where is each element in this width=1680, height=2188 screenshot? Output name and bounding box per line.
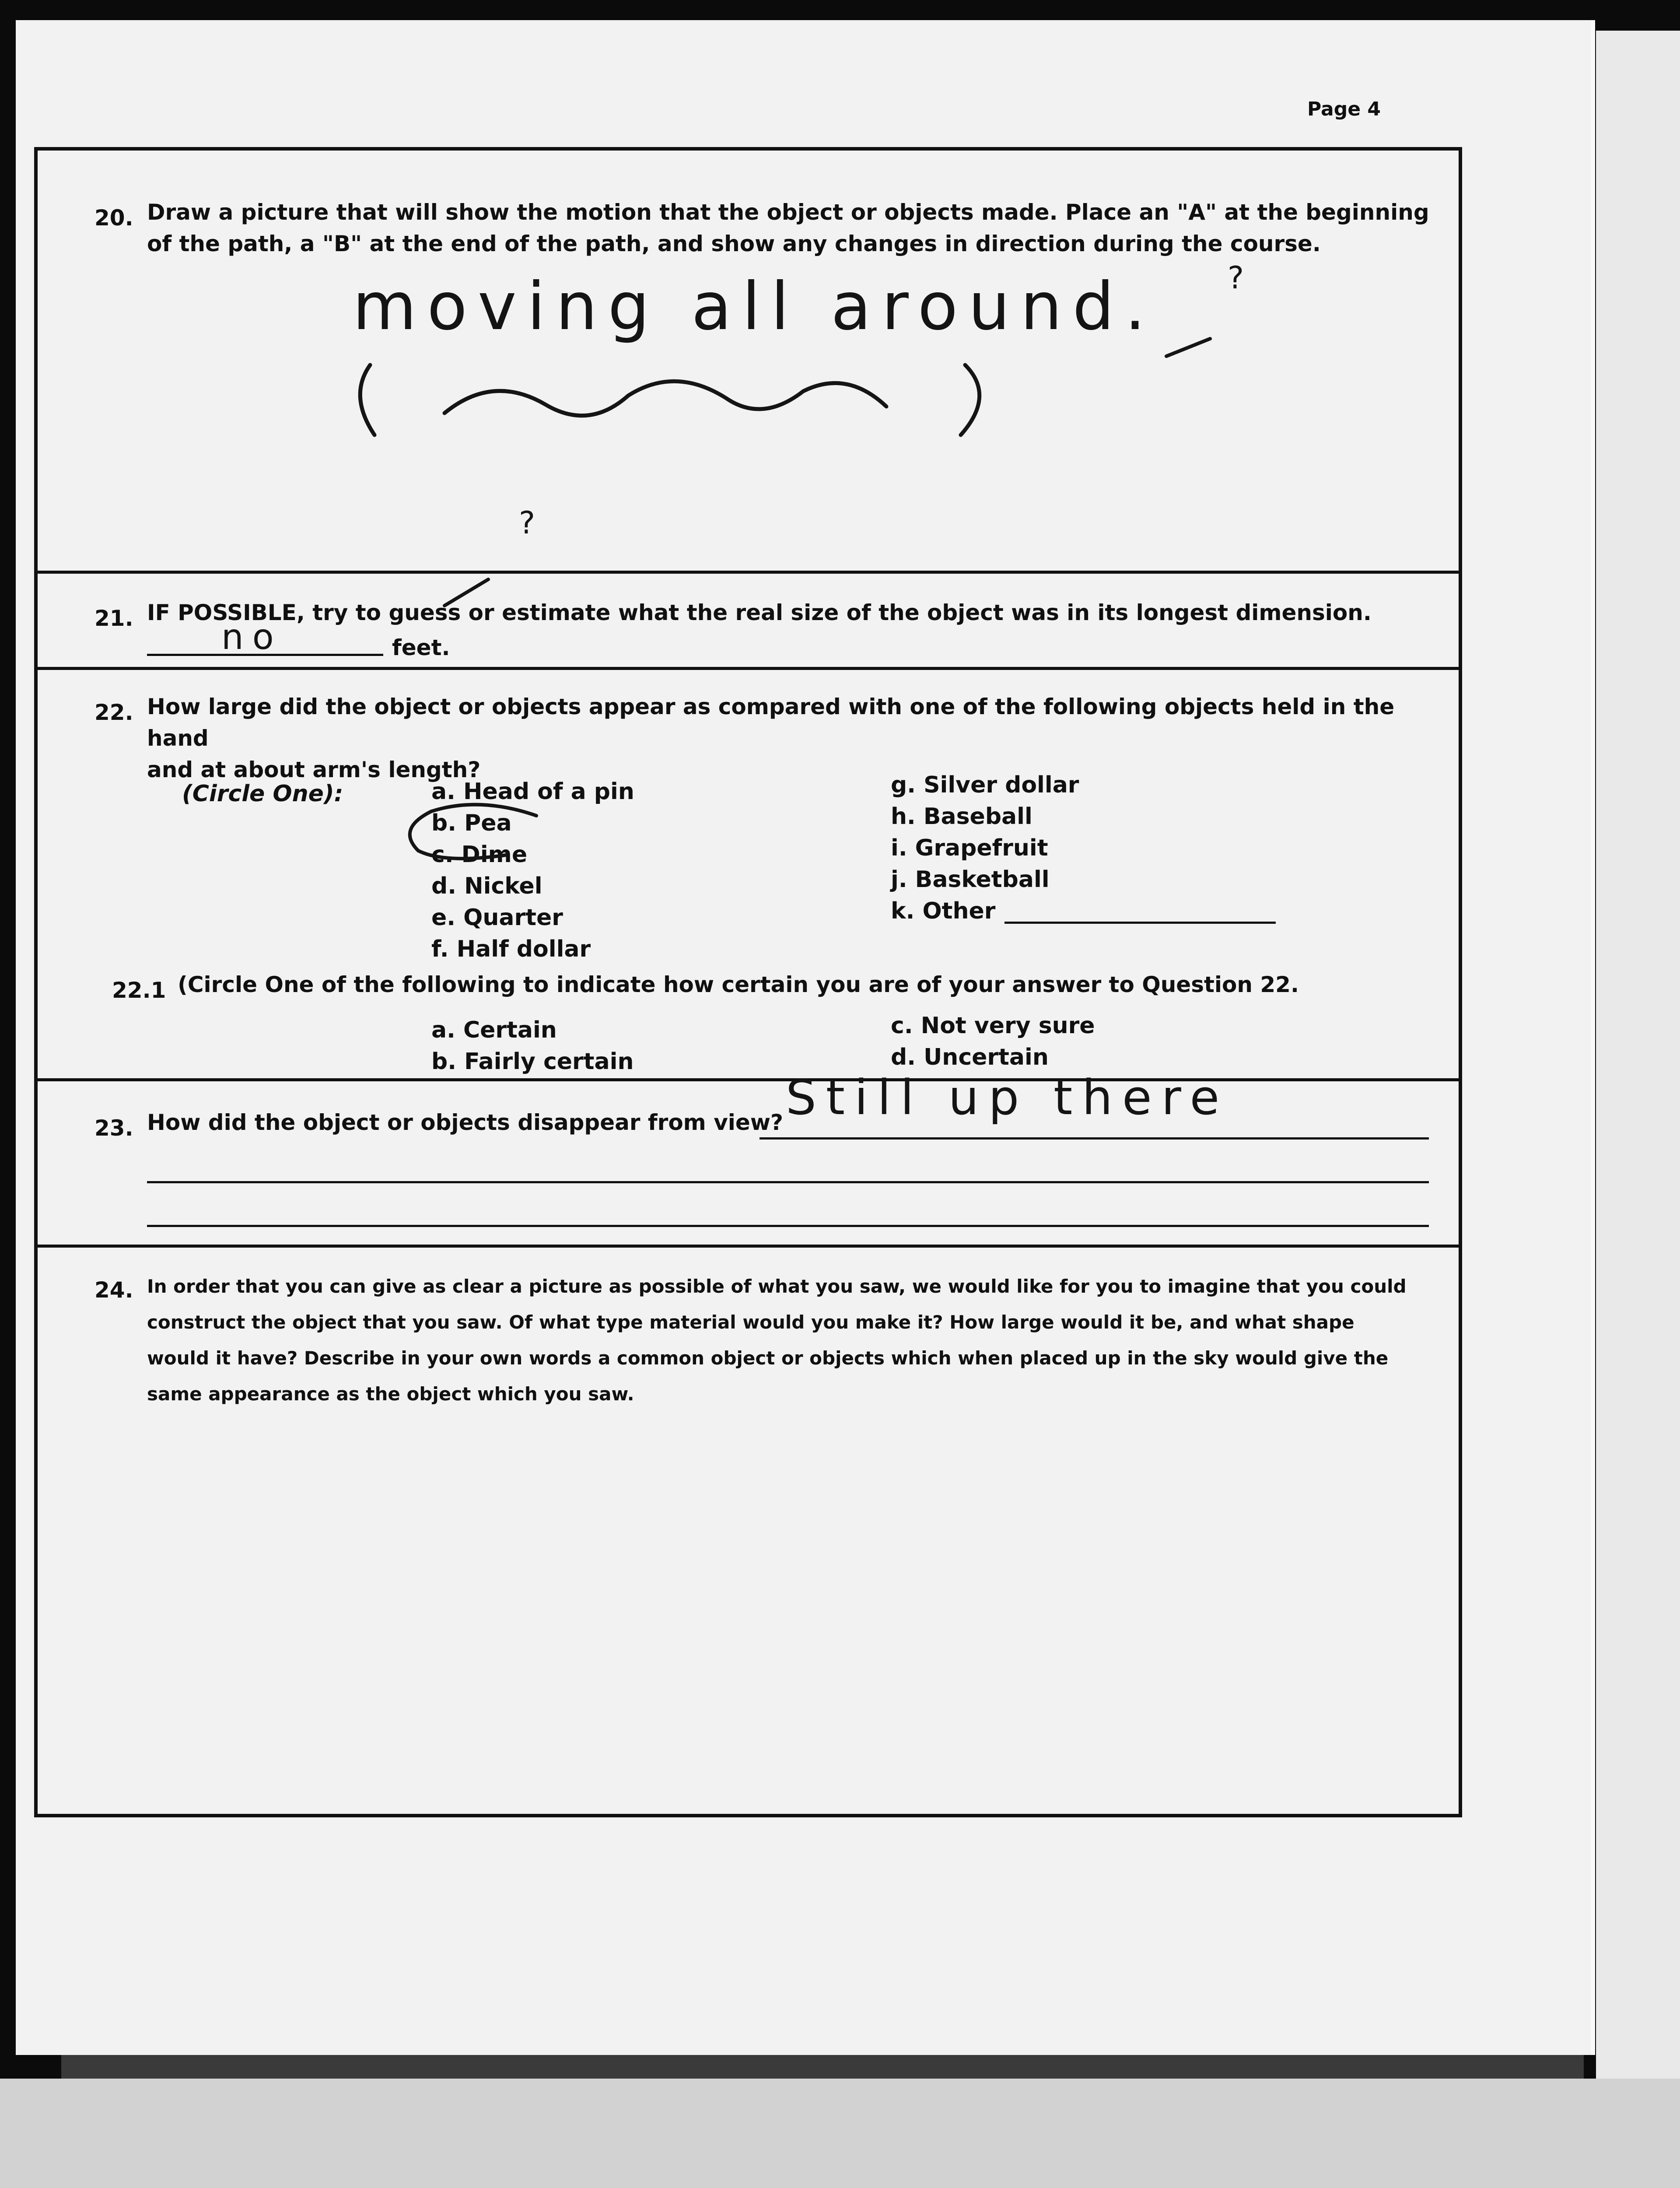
q22-option-b[interactable]: b. Pea xyxy=(431,810,512,836)
q22-text-line1: How large did the object or objects appear as compared with one of the following objects held in the hand xyxy=(147,694,1395,751)
q21-number: 21. xyxy=(94,606,133,631)
q23-answer-line-2[interactable] xyxy=(147,1181,1429,1183)
q20-motion-drawing xyxy=(344,347,1088,448)
q23-answer-line-3[interactable] xyxy=(147,1225,1429,1227)
q22-number: 22. xyxy=(94,700,133,725)
q24-answer-area[interactable] xyxy=(147,1428,1438,1800)
q22-1-option-a[interactable]: a. Certain xyxy=(431,1017,557,1043)
q22-option-f[interactable]: f. Half dollar xyxy=(431,936,591,962)
q22-other-line[interactable] xyxy=(1004,922,1276,924)
q22-1-number: 22.1 xyxy=(112,978,166,1003)
q22-option-k[interactable]: k. Other xyxy=(891,898,996,924)
q22-option-i[interactable]: i. Grapefruit xyxy=(891,835,1048,861)
q22-1-option-d[interactable]: d. Uncertain xyxy=(891,1044,1049,1070)
q22-circle-label: (Circle One): xyxy=(182,781,343,807)
page-number: Page 4 xyxy=(1307,98,1381,120)
page-backing xyxy=(0,2079,1680,2188)
q22-1-option-b[interactable]: b. Fairly certain xyxy=(431,1048,634,1075)
q23-handwritten-answer: Still up there xyxy=(786,1069,1229,1126)
form-frame xyxy=(34,147,1462,1817)
q24-text-line2: construct the object that you saw. Of what type material would you make it? How large would it be, and what shape xyxy=(147,1311,1354,1333)
divider-23-24 xyxy=(38,1245,1459,1248)
q20-number: 20. xyxy=(94,205,133,231)
q22-option-d[interactable]: d. Nickel xyxy=(431,873,542,899)
q23-text: How did the object or objects disappear from view? xyxy=(147,1110,784,1135)
q24-text xyxy=(147,1269,1451,1412)
q23-number: 23. xyxy=(94,1115,133,1141)
q22-option-a[interactable]: a. Head of a pin xyxy=(431,778,634,805)
q22-option-h[interactable]: h. Baseball xyxy=(891,803,1032,830)
q21-unit: feet. xyxy=(392,635,450,660)
q20-handwritten-answer: moving all around. xyxy=(353,269,1156,345)
q24-text-line3: would it have? Describe in your own words a common object or objects which when placed up in the sky would give the xyxy=(147,1347,1389,1369)
q22-text xyxy=(147,691,1438,785)
q20-scribble-mark xyxy=(1149,269,1271,369)
q24-text-line4: same appearance as the object which you saw. xyxy=(147,1383,634,1405)
q22-option-e[interactable]: e. Quarter xyxy=(431,905,563,931)
q23-answer-line-1[interactable] xyxy=(760,1137,1429,1140)
q22-option-g[interactable]: g. Silver dollar xyxy=(891,772,1079,798)
q21-text: IF POSSIBLE, try to guess or estimate what the real size of the object was in its longest dimension. xyxy=(147,600,1372,625)
divider-21-22 xyxy=(38,667,1459,670)
q22-1-text: (Circle One of the following to indicate how certain you are of your answer to Question 22. xyxy=(178,972,1299,997)
q20-text xyxy=(147,196,1438,259)
q20-text-line1: Draw a picture that will show the motion that the object or objects made. Place an "A" at the beginning xyxy=(147,200,1429,225)
right-edge-strip xyxy=(1596,31,1680,2079)
q24-number: 24. xyxy=(94,1277,133,1303)
q24-text-line1: In order that you can give as clear a picture as possible of what you saw, we would like for you to imagine that you could xyxy=(147,1276,1407,1297)
q22-1-option-c[interactable]: c. Not very sure xyxy=(891,1013,1095,1039)
q22-text-line2: and at about arm's length? xyxy=(147,757,481,782)
q21-handwritten-answer: no xyxy=(221,617,283,657)
q20-text-line2: of the path, a "B" at the end of the path, and show any changes in direction during the course. xyxy=(147,231,1321,256)
form-page xyxy=(16,20,1595,2055)
q20-question-mark-1: ? xyxy=(1228,260,1244,296)
q22-option-c[interactable]: c. Dime xyxy=(431,842,528,868)
q22-selected-circle xyxy=(392,798,580,868)
q20-question-mark-2: ? xyxy=(519,505,536,541)
q22-option-j[interactable]: j. Basketball xyxy=(891,866,1050,893)
divider-20-21 xyxy=(38,571,1459,574)
divider-22-23 xyxy=(38,1078,1459,1081)
